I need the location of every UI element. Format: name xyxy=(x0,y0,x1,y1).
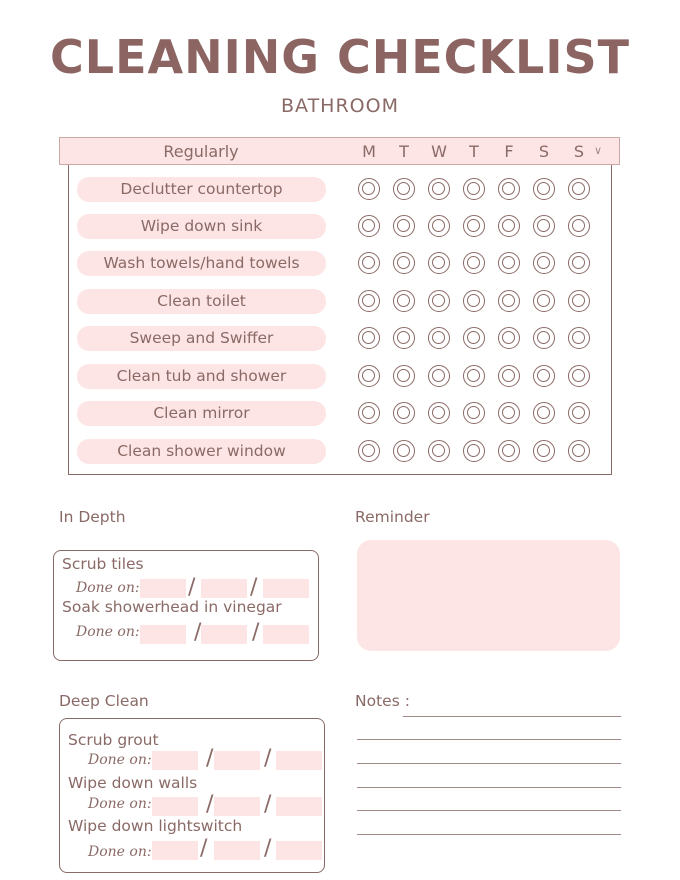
task-row xyxy=(69,251,613,288)
done-on-label: Done on: xyxy=(76,580,140,596)
checkbox-wed[interactable] xyxy=(428,365,450,387)
checkbox-mon[interactable] xyxy=(358,365,380,387)
date-separator: / xyxy=(188,575,196,600)
checkbox-mon[interactable] xyxy=(358,215,380,237)
checkbox-sun[interactable] xyxy=(568,178,590,200)
done-on-label: Done on: xyxy=(88,844,152,860)
date-separator: / xyxy=(194,620,202,645)
checkbox-fri[interactable] xyxy=(498,327,520,349)
day-header-mon: M xyxy=(362,142,376,161)
date-day-field[interactable] xyxy=(201,625,247,644)
checkbox-tue[interactable] xyxy=(393,327,415,349)
notes-line[interactable] xyxy=(357,763,621,764)
checkbox-tue[interactable] xyxy=(393,365,415,387)
task-label: Wash towels/hand towels xyxy=(77,251,326,276)
task-label: Clean tub and shower xyxy=(77,364,326,389)
day-header-sat: S xyxy=(538,142,550,161)
checkbox-wed[interactable] xyxy=(428,440,450,462)
checkbox-sat[interactable] xyxy=(533,215,555,237)
checkbox-mon[interactable] xyxy=(358,440,380,462)
checkbox-mon[interactable] xyxy=(358,290,380,312)
day-header-wed: W xyxy=(431,142,447,161)
task-label: Wipe down sink xyxy=(77,214,326,239)
date-separator: / xyxy=(206,746,214,771)
checkbox-sun[interactable] xyxy=(568,290,590,312)
checkbox-fri[interactable] xyxy=(498,365,520,387)
checkbox-sun[interactable] xyxy=(568,402,590,424)
date-year-field[interactable] xyxy=(276,841,322,860)
checkbox-wed[interactable] xyxy=(428,327,450,349)
checkbox-fri[interactable] xyxy=(498,402,520,424)
checkbox-mon[interactable] xyxy=(358,402,380,424)
checkbox-fri[interactable] xyxy=(498,290,520,312)
in-depth-card xyxy=(53,550,319,661)
checkbox-tue[interactable] xyxy=(393,252,415,274)
checkbox-sat[interactable] xyxy=(533,402,555,424)
deep-clean-label: Deep Clean xyxy=(59,692,149,710)
checkbox-thu[interactable] xyxy=(463,402,485,424)
checkbox-wed[interactable] xyxy=(428,178,450,200)
notes-label: Notes : xyxy=(355,692,410,710)
checkbox-sun[interactable] xyxy=(568,215,590,237)
task-label: Clean shower window xyxy=(77,439,326,464)
checkbox-wed[interactable] xyxy=(428,402,450,424)
checkbox-tue[interactable] xyxy=(393,440,415,462)
date-separator: / xyxy=(252,620,260,645)
checkbox-sun[interactable] xyxy=(568,327,590,349)
checkbox-sat[interactable] xyxy=(533,290,555,312)
page-title: CLEANING CHECKLIST xyxy=(50,30,630,84)
checkbox-sat[interactable] xyxy=(533,365,555,387)
date-day-field[interactable] xyxy=(214,797,260,816)
notes-line[interactable] xyxy=(357,739,621,740)
date-month-field[interactable] xyxy=(152,751,198,770)
task-row xyxy=(69,364,613,401)
day-header-sun: S xyxy=(573,142,585,161)
checkbox-mon[interactable] xyxy=(358,327,380,349)
checkbox-tue[interactable] xyxy=(393,402,415,424)
checkbox-sat[interactable] xyxy=(533,178,555,200)
checkbox-thu[interactable] xyxy=(463,290,485,312)
regular-label: Regularly xyxy=(163,142,239,161)
checkbox-thu[interactable] xyxy=(463,365,485,387)
task-row xyxy=(69,439,613,476)
checkbox-thu[interactable] xyxy=(463,178,485,200)
deep-clean-item-2: Wipe down lightswitch xyxy=(68,817,243,835)
date-year-field[interactable] xyxy=(263,579,309,598)
task-row xyxy=(69,401,613,438)
chevron-down-icon: ∨ xyxy=(594,144,603,157)
reminder-label: Reminder xyxy=(355,508,430,526)
checkbox-fri[interactable] xyxy=(498,440,520,462)
page-subtitle: BATHROOM xyxy=(281,95,399,117)
deep-clean-card xyxy=(59,718,325,873)
date-day-field[interactable] xyxy=(201,579,247,598)
done-on-label: Done on: xyxy=(88,796,152,812)
deep-clean-item-0: Scrub grout xyxy=(68,731,159,749)
task-row xyxy=(69,177,613,214)
date-year-field[interactable] xyxy=(276,751,322,770)
day-header-thu: T xyxy=(469,142,479,161)
date-year-field[interactable] xyxy=(276,797,322,816)
checkbox-thu[interactable] xyxy=(463,215,485,237)
checkbox-sat[interactable] xyxy=(533,327,555,349)
notes-line[interactable] xyxy=(357,810,621,811)
checkbox-sun[interactable] xyxy=(568,365,590,387)
checkbox-sat[interactable] xyxy=(533,440,555,462)
checkbox-tue[interactable] xyxy=(393,178,415,200)
date-separator: / xyxy=(200,836,208,861)
notes-line[interactable] xyxy=(403,716,621,717)
date-day-field[interactable] xyxy=(214,751,260,770)
task-label: Sweep and Swiffer xyxy=(77,326,326,351)
date-separator: / xyxy=(264,792,272,817)
date-month-field[interactable] xyxy=(140,625,186,644)
checkbox-sat[interactable] xyxy=(533,252,555,274)
checkbox-sun[interactable] xyxy=(568,252,590,274)
task-label: Clean toilet xyxy=(77,289,326,314)
deep-clean-item-1: Wipe down walls xyxy=(68,774,198,792)
checkbox-thu[interactable] xyxy=(463,252,485,274)
checkbox-thu[interactable] xyxy=(463,327,485,349)
reminder-box[interactable] xyxy=(357,540,620,651)
task-label: Clean mirror xyxy=(77,401,326,426)
checkbox-fri[interactable] xyxy=(498,178,520,200)
checkbox-sun[interactable] xyxy=(568,440,590,462)
date-separator: / xyxy=(264,746,272,771)
checkbox-mon[interactable] xyxy=(358,252,380,274)
checkbox-thu[interactable] xyxy=(463,440,485,462)
checkbox-tue[interactable] xyxy=(393,290,415,312)
date-separator: / xyxy=(264,836,272,861)
checkbox-mon[interactable] xyxy=(358,178,380,200)
done-on-label: Done on: xyxy=(88,752,152,768)
checkbox-wed[interactable] xyxy=(428,252,450,274)
checkbox-fri[interactable] xyxy=(498,252,520,274)
task-row xyxy=(69,326,613,363)
checkbox-wed[interactable] xyxy=(428,215,450,237)
day-header-fri: F xyxy=(504,142,514,161)
task-row xyxy=(69,214,613,251)
checkbox-wed[interactable] xyxy=(428,290,450,312)
task-label: Declutter countertop xyxy=(77,177,326,202)
in-depth-item-1: Soak showerhead in vinegar xyxy=(62,598,282,616)
date-separator: / xyxy=(250,575,258,600)
in-depth-label: In Depth xyxy=(59,508,126,526)
in-depth-item-0: Scrub tiles xyxy=(62,555,144,573)
date-month-field[interactable] xyxy=(140,579,186,598)
date-day-field[interactable] xyxy=(214,841,260,860)
date-separator: / xyxy=(206,792,214,817)
day-header-tue: T xyxy=(399,142,409,161)
date-month-field[interactable] xyxy=(152,797,198,816)
checkbox-tue[interactable] xyxy=(393,215,415,237)
regular-header-bar xyxy=(59,137,620,165)
regular-task-list xyxy=(68,165,612,475)
done-on-label: Done on: xyxy=(76,624,140,640)
date-year-field[interactable] xyxy=(263,625,309,644)
notes-line[interactable] xyxy=(357,787,621,788)
date-month-field[interactable] xyxy=(152,841,198,860)
checkbox-fri[interactable] xyxy=(498,215,520,237)
notes-line[interactable] xyxy=(357,834,621,835)
task-row xyxy=(69,289,613,326)
